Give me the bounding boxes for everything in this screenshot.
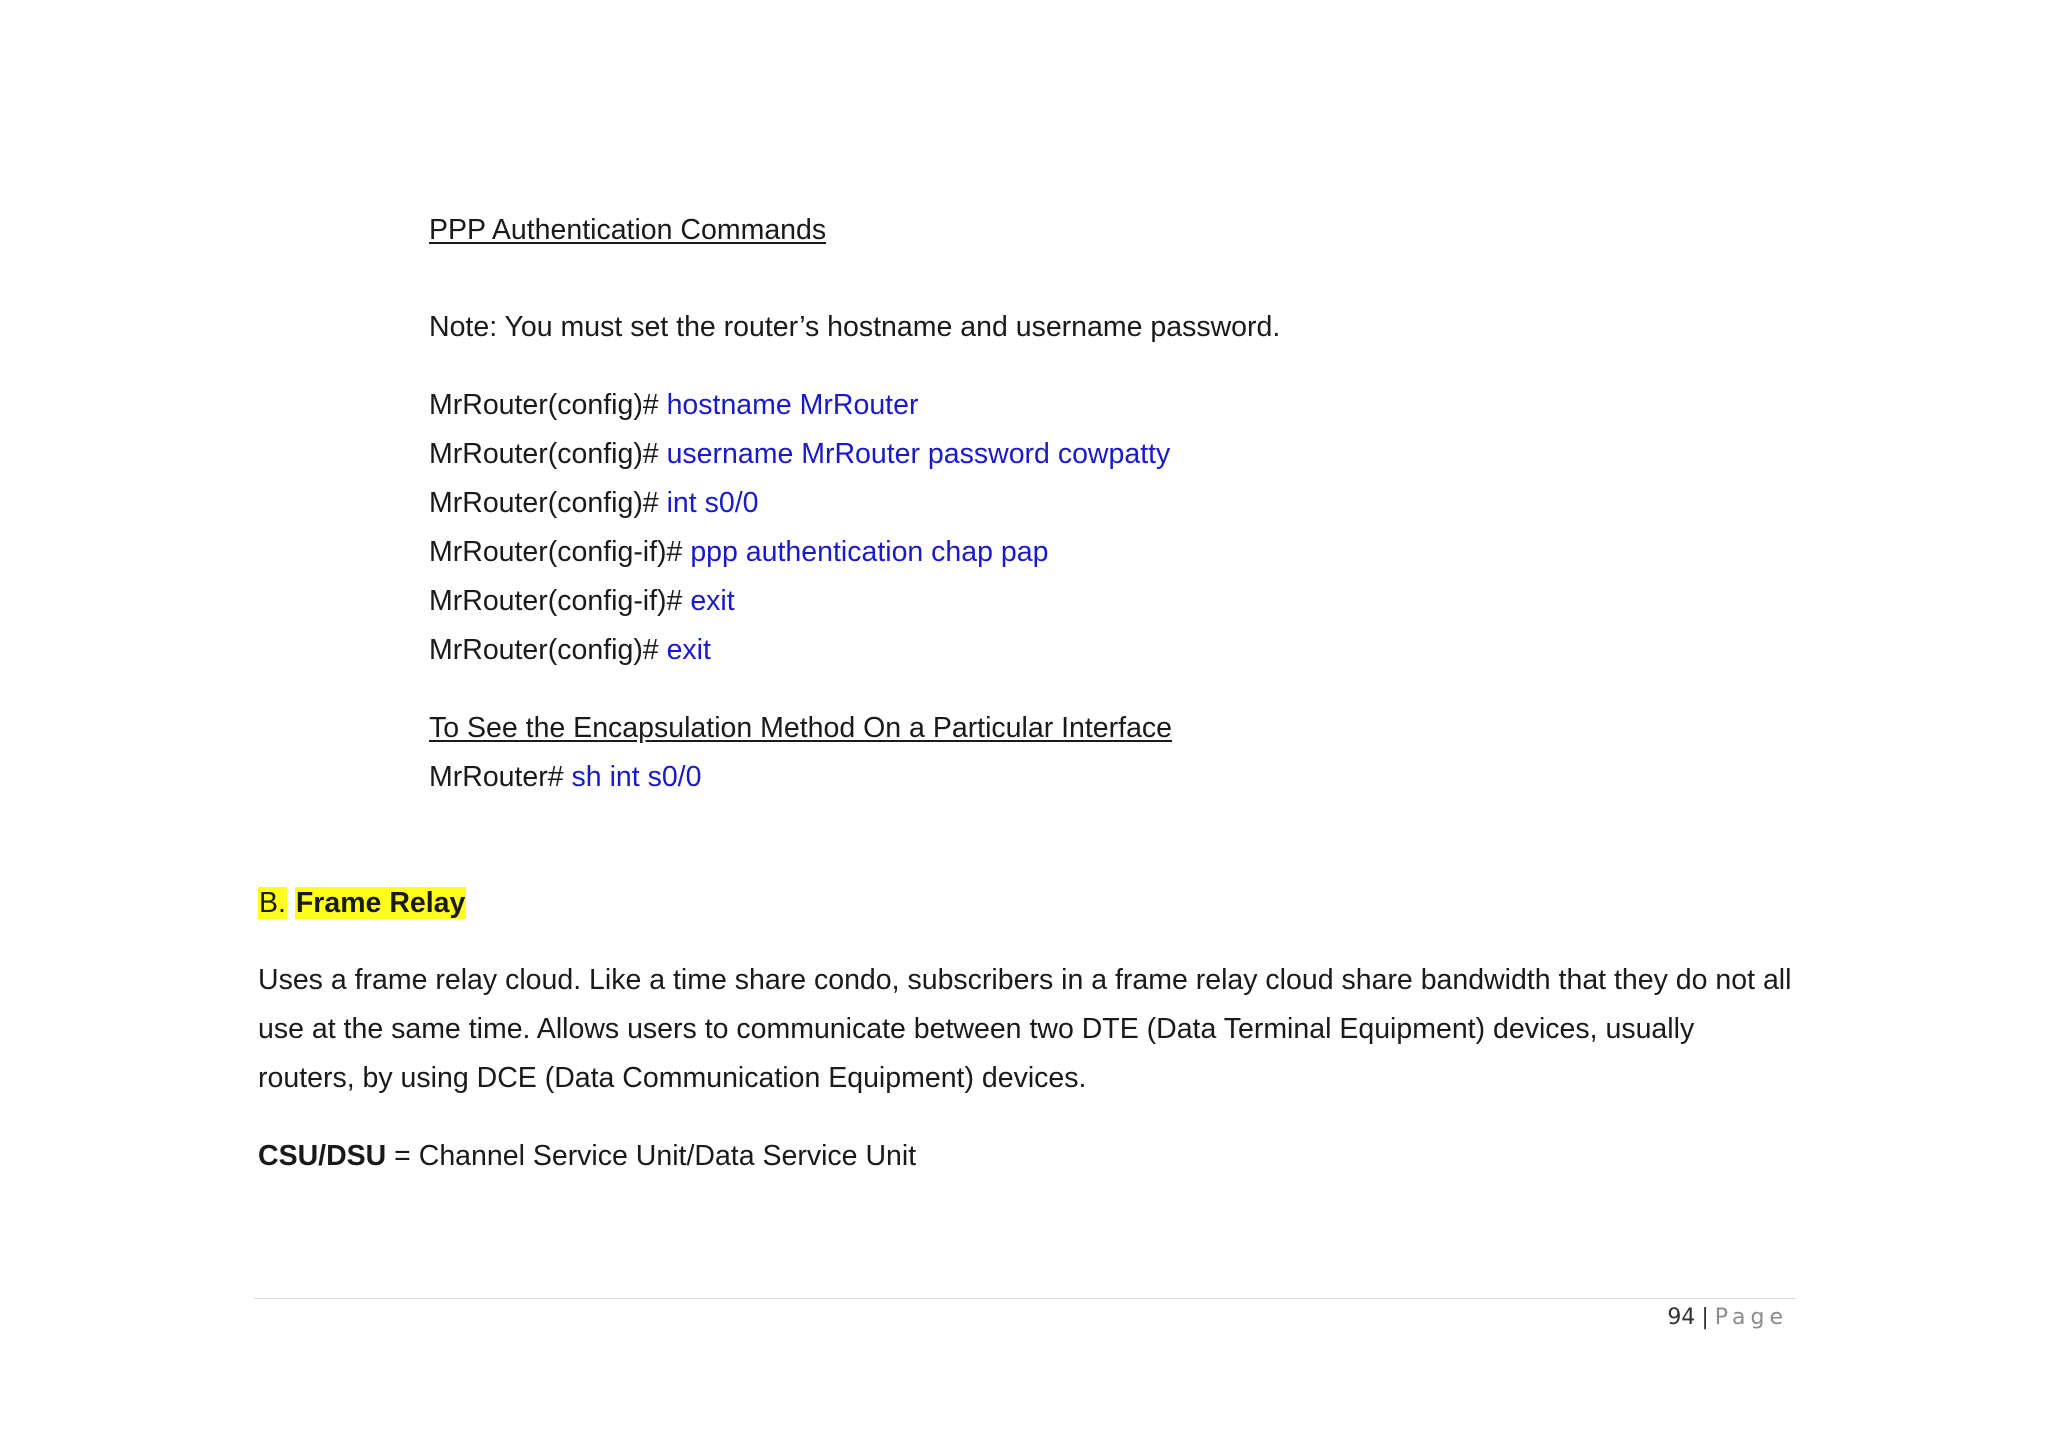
term: CSU/DSU bbox=[258, 1140, 387, 1172]
command-line bbox=[429, 584, 735, 618]
page-number: 94 bbox=[1667, 1305, 1696, 1330]
command-line bbox=[429, 486, 758, 520]
section-title: Frame Relay bbox=[295, 887, 466, 919]
command-line bbox=[429, 760, 701, 794]
command-line bbox=[429, 633, 711, 667]
frame-relay-heading bbox=[258, 886, 466, 920]
cli-command: username MrRouter password cowpatty bbox=[666, 438, 1171, 470]
cli-command: sh int s0/0 bbox=[571, 761, 702, 793]
csu-dsu-definition bbox=[258, 1139, 916, 1173]
paragraph-line: routers, by using DCE (Data Communication Equipment) devices. bbox=[258, 1062, 1087, 1094]
hostname-note: Note: You must set the router’s hostname and username password. bbox=[429, 311, 1281, 343]
cli-command: exit bbox=[666, 634, 711, 666]
paragraph-line: Uses a frame relay cloud. Like a time share condo, subscribers in a frame relay cloud share bandwidth that they do not all bbox=[258, 964, 1792, 996]
definition: = Channel Service Unit/Data Service Unit bbox=[386, 1140, 917, 1172]
cli-command: int s0/0 bbox=[666, 487, 759, 519]
command-line bbox=[429, 388, 918, 422]
cli-command: hostname MrRouter bbox=[666, 389, 919, 421]
encapsulation-heading: To See the Encapsulation Method On a Particular Interface bbox=[429, 712, 1173, 744]
cli-prompt: MrRouter(config)# bbox=[429, 389, 659, 421]
cli-prompt: MrRouter(config)# bbox=[429, 438, 659, 470]
command-line bbox=[429, 535, 1048, 569]
cli-prompt: MrRouter(config-if)# bbox=[429, 536, 683, 568]
ppp-auth-heading: PPP Authentication Commands bbox=[429, 214, 827, 246]
page-footer bbox=[1667, 1303, 1788, 1333]
cli-prompt: MrRouter# bbox=[429, 761, 564, 793]
command-line bbox=[429, 437, 1170, 471]
cli-command: ppp authentication chap pap bbox=[690, 536, 1049, 568]
cli-prompt: MrRouter(config-if)# bbox=[429, 585, 683, 617]
cli-prompt: MrRouter(config)# bbox=[429, 487, 659, 519]
footer-divider bbox=[254, 1298, 1796, 1299]
paragraph-line: use at the same time. Allows users to communicate between two DTE (Data Terminal Equipment) devices, usually bbox=[258, 1013, 1695, 1045]
page-label: Page bbox=[1714, 1305, 1788, 1330]
cli-command: exit bbox=[690, 585, 735, 617]
section-label: B. bbox=[259, 887, 286, 919]
cli-prompt: MrRouter(config)# bbox=[429, 634, 659, 666]
footer-separator: | bbox=[1701, 1305, 1709, 1330]
